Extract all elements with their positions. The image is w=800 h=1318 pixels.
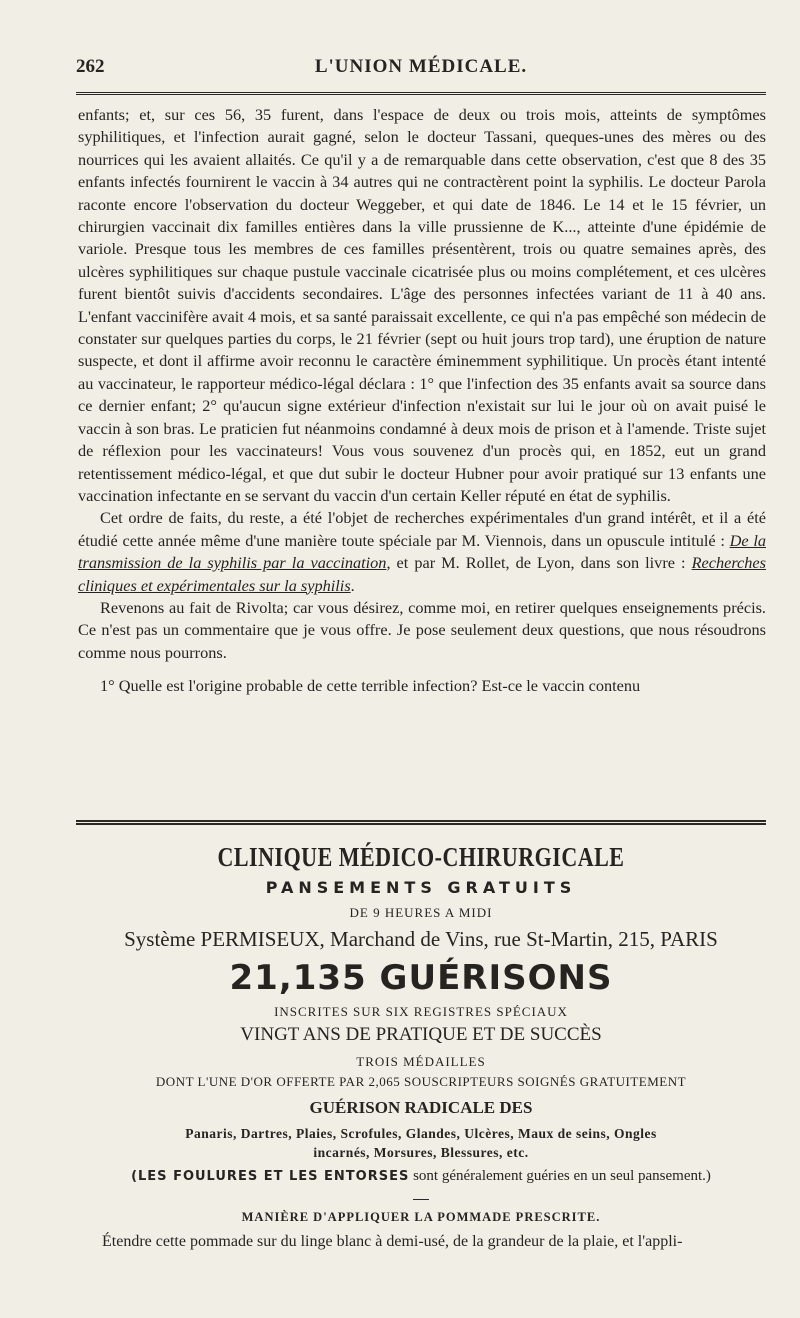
ad-address: Système PERMISEUX, Marchand de Vins, rue St-Martin, 215, PARIS [124, 927, 718, 951]
paragraph-2-text-middle: , et par M. Rollet, de Lyon, dans son livre : [386, 553, 692, 573]
advertisement-rule [76, 820, 766, 825]
journal-title: L'UNION MÉDICALE. [314, 56, 528, 77]
ad-separator-dash [413, 1199, 429, 1200]
article-paragraph-1: enfants; et, sur ces 56, 35 furent, dans l'espace de deux ou trois mois, atteints de symptômes syphilitiques, et l'infection aurait gagné, selon le docteur Tassani, queques-unes des mères ou des nourrices qui les avaient allaités. Ce qu'il y a de remarquable dans cette observation, c'est que 8 des 35 enfants infectés fournirent le vaccin à 34 autres qui ne contractèrent point la syphilis. Le docteur Parola raconte encore l'observation du docteur Weggeber, et qui date de 1846. Le 14 et le 15 février, un chirurgien vaccinait dix familles entières dans la ville prussienne de K..., atteinte d'une épidémie de variole. Presque tous les membres de ces familles présentèrent, trois ou quatre semaines après, des ulcères syphilitiques sur chaque pustule vaccinale cicatrisée plus ou moins complétement, et ces ulcères furent bientôt suivis d'accidents secondaires. L'âge des personnes infectées variant de 11 à 40 ans. L'enfant vaccinifère avait 4 mois, et sa santé paraissait excellente, ce qui n'a pas empêché son médecin de constater sur quelques parties du corps, le 21 février (sept ou huit jours trop tard), une éruption de nature suspecte, et dont il affirme avoir reconnu le caractère éminemment syphilitique. Un procès étant intenté au vaccinateur, le rapporteur médico-légal déclara : 1° que l'infection des 35 enfants avait sa source dans ce dernier enfant; 2° qu'aucun signe extérieur d'infection n'existait sur lui le jour où on avait puisé le vaccin à son bras. Le praticien fut néanmoins condamné à deux mois de prison et à l'amende. Triste sujet de réflexion pour les vaccinateurs! Vous vous souvenez d'un procès qui, en 1852, eut un grand retentissement médico-légal, et que dut subir le docteur Hubner pour avoir pratiqué sur 13 enfants une vaccination infectante en se servant du vaccin d'un certain Keller réputé en état de syphilis. [78, 105, 766, 505]
article-paragraph-3: Revenons au fait de Rivolta; car vous désirez, comme moi, en retirer quelques enseignements précis. Ce n'est pas un commentaire que je vous offre. Je pose seulement deux questions, que nous résoudrons comme nous pourrons. [78, 597, 766, 662]
article-paragraph-4: 1° Quelle est l'origine probable de cette terrible infection? Est-ce le vaccin contenu [100, 676, 641, 696]
article-paragraph-2 [78, 507, 766, 597]
paragraph-2-text-start: Cet ordre de faits, du reste, a été l'objet de recherches expérimentales d'un grand intérêt, et il a été étudié cette année même d'une manière toute spéciale par M. Viennois, dans un opuscule intitulé : [78, 508, 766, 550]
running-header [76, 56, 766, 86]
article-body [78, 104, 766, 698]
header-rule [76, 92, 766, 95]
ad-hours: DE 9 HEURES A MIDI [349, 905, 493, 920]
book-title-transmission: De la transmission de la syphilis par la vaccination [78, 530, 766, 573]
ad-radical-cure: GUÉRISON RADICALE DES [309, 1098, 533, 1117]
ad-subtitle: PANSEMENTS GRATUITS [265, 878, 577, 897]
ad-experience: VINGT ANS DE PRATIQUE ET DE SUCCÈS [240, 1024, 602, 1045]
ad-sprains-rest: sont généralement guéries en un seul pansement.) [409, 1168, 711, 1184]
ad-medals: TROIS MÉDAILLES [356, 1054, 486, 1069]
ad-method-heading: MANIÈRE D'APPLIQUER LA POMMADE PRESCRITE. [241, 1210, 601, 1224]
ad-ailments [76, 1124, 766, 1162]
ad-sprains-caps: (LES FOULURES ET LES ENTORSES [131, 1169, 410, 1184]
ad-ailments-line-1: Panaris, Dartres, Plaies, Scrofules, Glandes, Ulcères, Maux de seins, Ongles [185, 1126, 657, 1141]
ad-cures-count: 21,135 GUÉRISONS [229, 958, 613, 998]
ad-title: CLINIQUE MÉDICO-CHIRURGICALE [217, 840, 625, 872]
ad-registers: INSCRITES SUR SIX REGISTRES SPÉCIAUX [274, 1004, 568, 1019]
ad-sprains-note [76, 1168, 766, 1185]
ad-instructions: Étendre cette pommade sur du linge blanc à demi-usé, de la grandeur de la plaie, et l'appli- [102, 1233, 683, 1250]
ad-ailments-line-2: incarnés, Morsures, Blessures, etc. [313, 1145, 529, 1160]
advertisement [76, 836, 766, 1251]
book-title-recherches: Recherches cliniques et expérimentales sur la syphilis [78, 553, 766, 595]
ad-gold-medal: DONT L'UNE D'OR OFFERTE PAR 2,065 SOUSCRIPTEURS SOIGNÉS GRATUITEMENT [155, 1074, 687, 1089]
paragraph-2-text-end: . [350, 575, 355, 595]
page-number: 262 [76, 56, 105, 77]
